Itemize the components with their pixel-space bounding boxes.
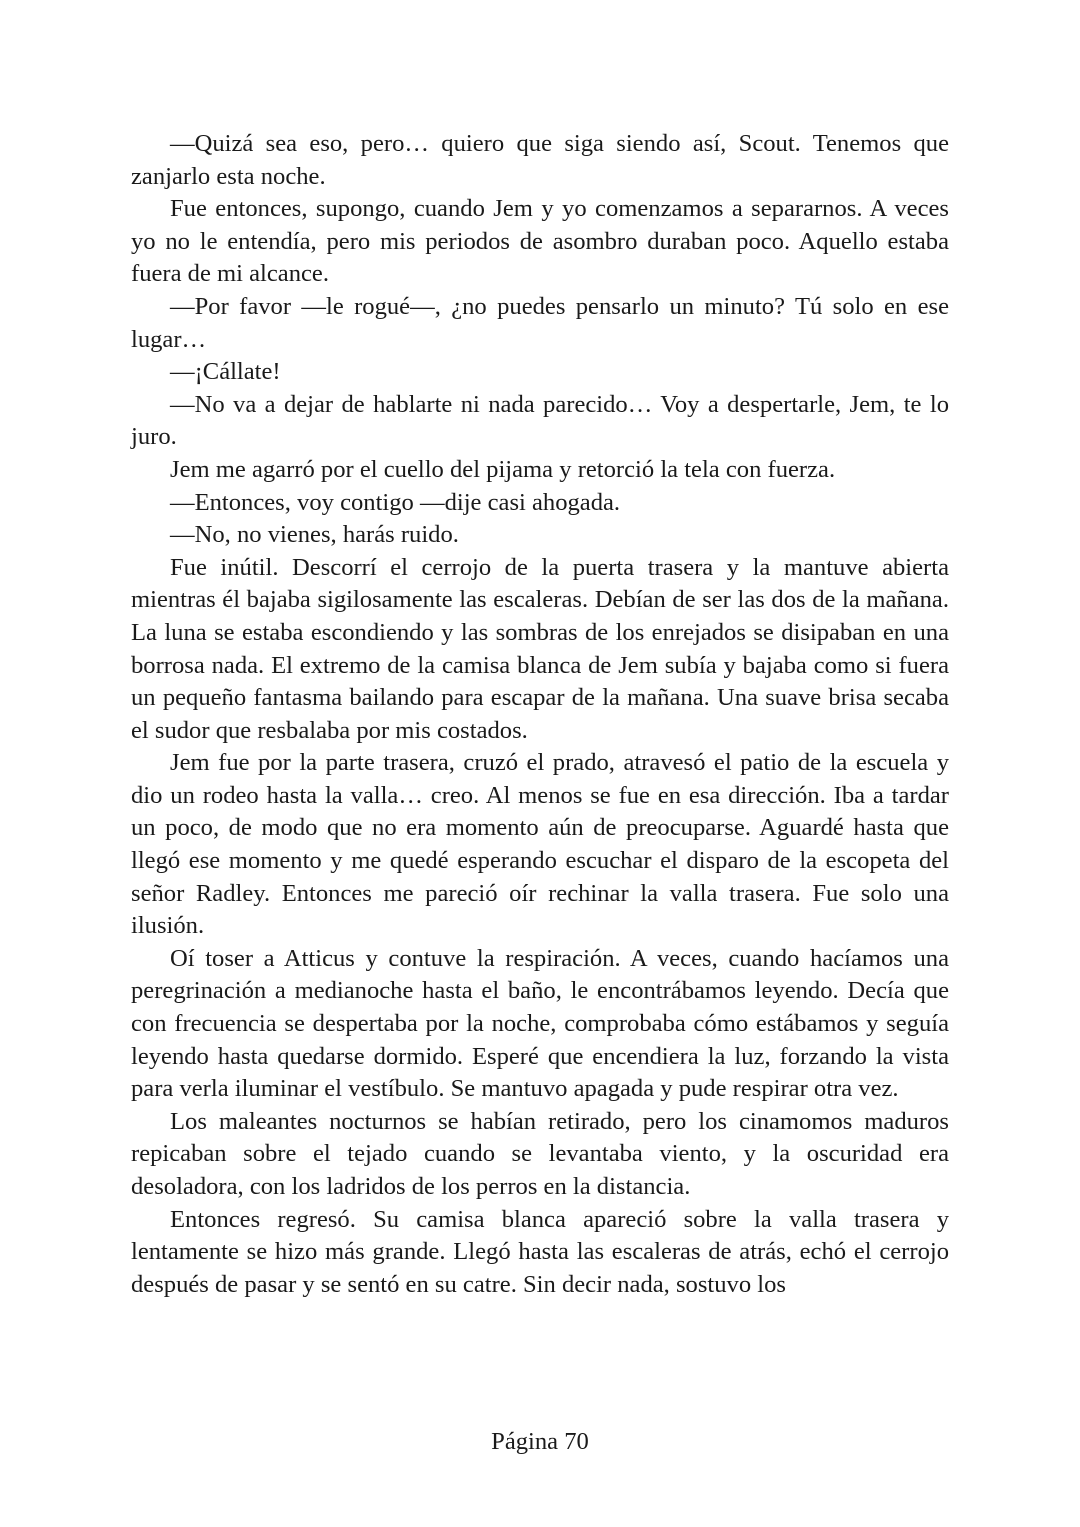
paragraph: —Entonces, voy contigo —dije casi ahogada. (170, 488, 621, 516)
paragraph: Fue entonces, supongo, cuando Jem y yo comenzamos a separarnos. A veces yo no le entendía, pero mis periodos de asombro duraban poco. Aquello estaba fuera de mi alcance. (131, 195, 949, 288)
paragraph: Fue inútil. Descorrí el cerrojo de la puerta trasera y la mantuve abierta mientras él bajaba sigilosamente las escaleras. Debían de ser las dos de la mañana. La luna se estaba escondiendo y las sombras de los enrejados se disipaban en una borrosa nada. El extremo de la camisa blanca de Jem subía y bajaba como si fuera un pequeño fantasma bailando para escapar de la mañana. Una suave brisa secaba el sudor que resbalaba por mis costados. (131, 553, 949, 744)
paragraph: Jem me agarró por el cuello del pijama y retorció la tela con fuerza. (170, 455, 836, 483)
paragraph: —Por favor —le rogué—, ¿no puedes pensarlo un minuto? Tú solo en ese lugar… (131, 292, 949, 353)
paragraph: —No, no vienes, harás ruido. (170, 521, 459, 549)
paragraph: Los maleantes nocturnos se habían retirado, pero los cinamomos maduros repicaban sobre el tejado cuando se levantaba viento, y la oscuridad era desoladora, con los ladridos de los perros en la distancia. (131, 1107, 949, 1200)
page-number: Página 70 (491, 1428, 589, 1455)
paragraph: —No va a dejar de hablarte ni nada parecido… Voy a despertarle, Jem, te lo juro. (131, 390, 949, 451)
paragraph: Jem fue por la parte trasera, cruzó el prado, atravesó el patio de la escuela y dio un rodeo hasta la valla… creo. Al menos se fue en esa dirección. Iba a tardar un poco, de modo que no era momento aún de preocuparse. Aguardé hasta que llegó ese momento y me quedé esperando escuchar el disparo de la escopeta del señor Radley. Entonces me pareció oír rechinar la valla trasera. Fue solo una ilusión. (131, 749, 949, 940)
paragraph: Entonces regresó. Su camisa blanca apareció sobre la valla trasera y lentamente se hizo más grande. Llegó hasta las escaleras de atrás, echó el cerrojo después de pasar y se sentó en su catre. Sin decir nada, sostuvo los (131, 1205, 949, 1298)
body-text (131, 128, 949, 1301)
paragraph: Oí toser a Atticus y contuve la respiración. A veces, cuando hacíamos una peregrinación a medianoche hasta el baño, le encontrábamos leyendo. Decía que con frecuencia se despertaba por la noche, comprobaba cómo estábamos y seguía leyendo hasta quedarse dormido. Esperé que encendiera la luz, forzando la vista para verla iluminar el vestíbulo. Se mantuvo apagada y pude respirar otra vez. (131, 944, 949, 1103)
paragraph: —Quizá sea eso, pero… quiero que siga siendo así, Scout. Tenemos que zanjarlo esta noche. (131, 130, 949, 190)
paragraph: —¡Cállate! (170, 358, 281, 386)
